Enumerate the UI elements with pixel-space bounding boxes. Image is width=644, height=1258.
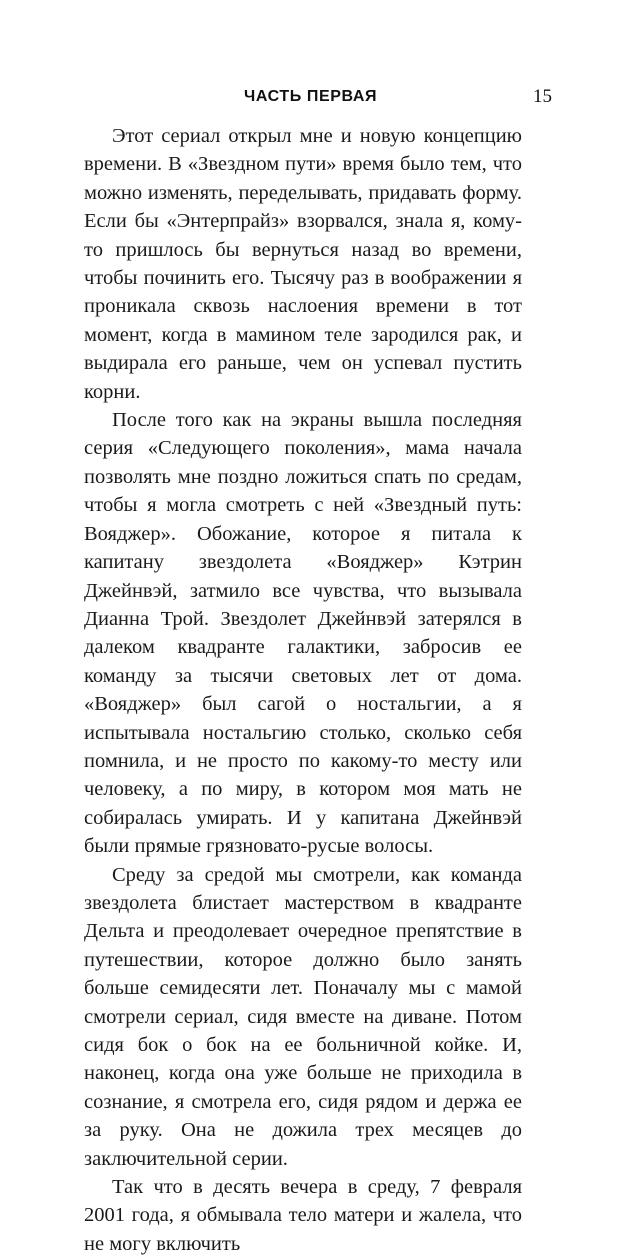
section-title: ЧАСТЬ ПЕРВАЯ [244, 88, 378, 105]
paragraph-2: После того как на экраны вышла последняя серия «Следующего поколения», мама начала позволять мне поздно ложиться спать по средам, чтобы я могла смотреть с ней «Звездный путь: Вояджер». Обожание, которое я питала к капитану звездолета «Вояджер» Кэтрин Джейнвэй, затмило все чувства, что вызывала Дианна Трой. Звездолет Джейнвэй затерялся в далеком квадранте галактики, забросив ее команду за тысячи световых лет от дома. «Вояджер» был сагой о ностальгии, а я испытывала ностальгию столько, сколько себя помнила, и не просто по какому-то месту или человеку, а по миру, в котором моя мать не собиралась умирать. И у капитана Джейнвэй были прямые грязновато-русые волосы. [84, 409, 522, 858]
paragraph-4: Так что в десять вечера в среду, 7 февраля 2001 года, я обмывала тело матери и жалела, что не могу включить [84, 1176, 522, 1255]
page-number: 15 [533, 86, 552, 107]
body-text [84, 122, 522, 1258]
paragraph-3: Среду за средой мы смотрели, как команда звездолета блистает мастерством в квадранте Дельта и преодолевает очередное препятствие в путешествии, которое должно было занять больше семидесяти лет. Поначалу мы с мамой смотрели сериал, сидя вместе на диване. Потом сидя бок о бок на ее больничной койке. И, наконец, когда она уже больше не приходила в сознание, я смотрела его, сидя рядом и держа ее за руку. Она не дожила трех месяцев до заключительной серии. [84, 863, 522, 1170]
running-head [84, 84, 552, 112]
paragraph-1: Этот сериал открыл мне и новую концепцию времени. В «Звездном пути» время было тем, что можно изменять, переделывать, придавать форму. Если бы «Энтерпрайз» взорвался, знала я, кому-то пришлось бы вернуться назад во времени, чтобы починить его. Тысячу раз в воображении я проникала сквозь наслоения времени в тот момент, когда в мамином теле зародился рак, и выдирала его раньше, чем он успевал пустить корни. [84, 125, 522, 403]
